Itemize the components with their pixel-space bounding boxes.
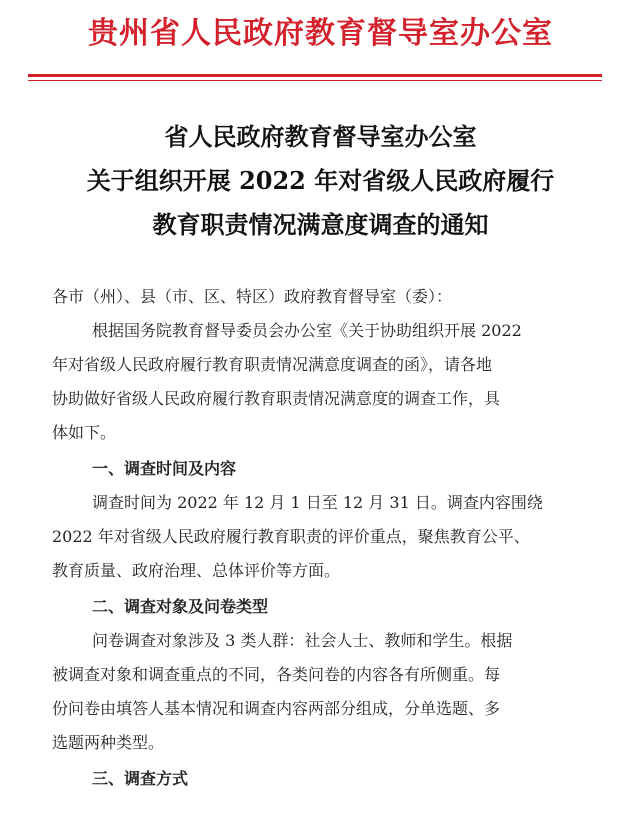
section-heading-1: 一、调查时间及内容: [92, 459, 237, 478]
section2-line-3: 份问卷由填答人基本情况和调查内容两部分组成，分单选题、多: [52, 699, 501, 718]
masthead-rule-thick: [28, 74, 602, 77]
masthead-org-name: 贵州省人民政府教育督导室办公室: [88, 16, 553, 51]
section-heading-2: 二、调查对象及问卷类型: [92, 597, 269, 616]
notice-title-line-2: 关于组织开展 2022 年对省级人民政府履行: [86, 166, 555, 195]
section2-line-1: 问卷调查对象涉及 3 类人群：社会人士、教师和学生。根据: [92, 631, 513, 650]
notice-title-line-3: 教育职责情况满意度调查的通知: [152, 210, 489, 239]
section1-line-2: 2022 年对省级人民政府履行教育职责的评价重点，聚焦教育公平、: [52, 527, 530, 546]
intro-line-1: 根据国务院教育督导委员会办公室《关于协助组织开展 2022: [92, 321, 522, 340]
intro-line-4: 体如下。: [52, 423, 117, 442]
section1-line-3: 教育质量、政府治理、总体评价等方面。: [52, 561, 341, 580]
notice-title-line-1: 省人民政府教育督导室办公室: [164, 122, 477, 151]
intro-line-3: 协助做好省级人民政府履行教育职责情况满意度的调查工作，具: [52, 389, 501, 408]
section1-line-1: 调查时间为 2022 年 12 月 1 日至 12 月 31 日。调查内容围绕: [92, 493, 543, 512]
section-heading-3: 三、调查方式: [92, 769, 189, 788]
section2-line-4: 选题两种类型。: [52, 733, 165, 752]
section2-line-2: 被调查对象和调查重点的不同，各类问卷的内容各有所侧重。每: [52, 665, 501, 684]
salutation: 各市（州）、县（市、区、特区）政府教育督导室（委）：: [52, 287, 453, 306]
intro-line-2: 年对省级人民政府履行教育职责情况满意度调查的函》，请各地: [52, 355, 493, 374]
masthead-rule-thin: [28, 80, 602, 81]
